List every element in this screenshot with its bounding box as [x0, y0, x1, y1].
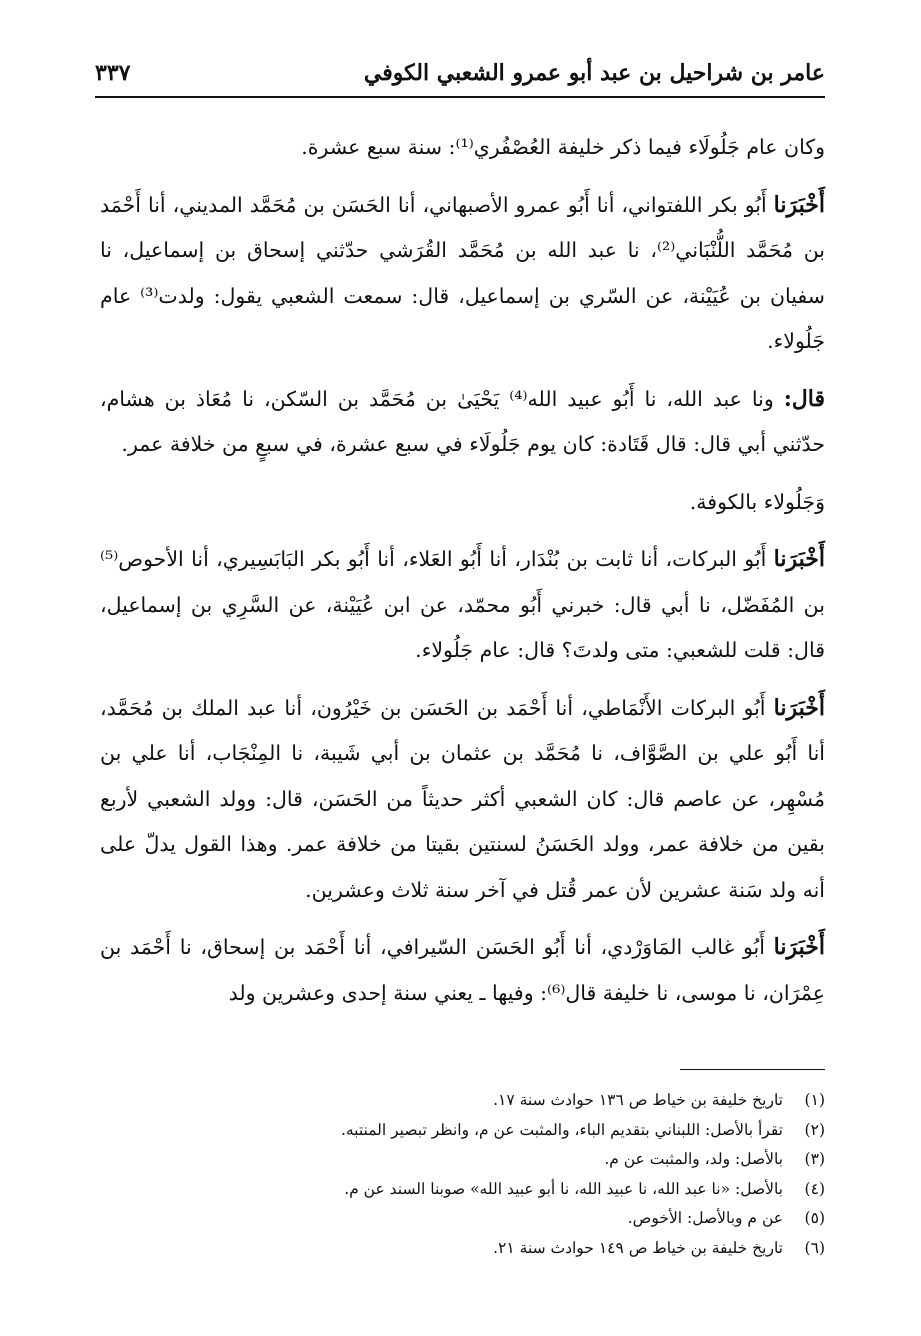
paragraph-lead: قال: — [783, 385, 826, 412]
paragraph — [100, 925, 825, 1016]
footnote-text: بالأصل: «نا عبد الله، نا عبيد الله، نا أبو عبيد الله» صوبنا السند عن م. — [344, 1179, 783, 1198]
paragraph — [100, 686, 825, 914]
footnote — [100, 1175, 825, 1205]
footnote — [100, 1204, 825, 1234]
footnote-text: تاريخ خليفة بن خياط ص ١٤٩ حوادث سنة ٢١. — [493, 1238, 783, 1257]
main-text — [100, 125, 825, 1020]
running-title: عامر بن شراحيل بن عبد أبو عمرو الشعبي الكوفي — [363, 60, 825, 86]
paragraph-lead: أَخْبَرَنا — [773, 694, 825, 721]
footnote-number: (٤) — [804, 1179, 825, 1198]
paragraph-text: ونا عبد الله، نا أَبُو عبيد الله⁽⁴⁾ يَحْيَىٰ بن مُحَمَّد بن السّكن، نا مُعَاذ بن هشام، حدّثني أبي قال: قال قَتَادة: كان يوم جَلُولَاء في سبع عشرة، في سبعٍ من خلافة عمر. — [100, 386, 825, 456]
footnote-text: عن م وبالأصل: الأخوص. — [627, 1209, 783, 1227]
paragraph-text: وَجَلُولاء بالكوفة. — [689, 489, 825, 514]
paragraph-text: أَبُو بكر اللفتواني، أنا أَبُو عمرو الأصبهاني، أنا الحَسَن بن مُحَمَّد المديني، أنا أَحْمَد بن مُحَمَّد اللُّنْبَاني⁽²⁾، نا عبد الله بن مُحَمَّد القُرَشي حدّثني إسحاق بن إسماعيل، نا سفيان بن عُيَيْنة، عن السّري بن إسماعيل، قال: سمعت الشعبي يقول: ولدت⁽³⁾ عام جَلُولاء. — [100, 192, 826, 353]
paragraph-lead: أَخْبَرَنا — [773, 191, 825, 218]
paragraph-lead: أَخْبَرَنا — [773, 546, 825, 572]
footnote-divider — [680, 1069, 825, 1070]
footnote — [100, 1086, 825, 1116]
paragraph-lead: أَخْبَرَنا — [773, 934, 825, 960]
paragraph — [100, 537, 825, 674]
paragraph — [100, 125, 825, 171]
footnote-number: (٦) — [804, 1238, 825, 1257]
paragraph-text: أَبُو البركات، أنا ثابت بن بُنْدَار، أنا أَبُو العَلاء، أنا أَبُو بكر البَابَسِيري، أنا الأحوص⁽⁵⁾ بن المُفَضّل، نا أبي قال: خبرني أَبُو محمّد، عن ابن عُيَيْنة، عن السَّرِي بن إسماعيل، قال: قلت للشعبي: متى ولدتَ؟ قال: عام جَلُولاء. — [100, 547, 825, 662]
footnote-number: (٢) — [804, 1120, 825, 1139]
footnote-number: (١) — [804, 1091, 825, 1109]
footnote — [100, 1145, 825, 1175]
footnote-text: تاريخ خليفة بن خياط ص ١٣٦ حوادث سنة ١٧. — [493, 1091, 783, 1109]
footnote-text: تقرأ بالأصل: اللبناني بتقديم الباء، والمثبت عن م، وانظر تبصير المنتبه. — [340, 1120, 783, 1139]
paragraph — [100, 377, 825, 468]
footnote-text: بالأصل: ولد، والمثبت عن م. — [604, 1150, 783, 1168]
paragraph — [100, 480, 825, 526]
footnote-number: (٣) — [804, 1150, 825, 1168]
footnote — [100, 1116, 825, 1146]
paragraph-text: أَبُو غالب المَاوَرْدي، أنا أَبُو الحَسَن السّيرافي، أنا أَحْمَد بن إسحاق، نا أَحْمَد بن عِمْرَان، نا موسى، نا خليفة قال⁽⁶⁾: وفيها ـ يعني سنة إحدى وعشرين ولد — [100, 935, 825, 1005]
footnote-number: (٥) — [804, 1209, 825, 1227]
paragraph-text: وكان عام جَلُولَاء فيما ذكر خليفة العُصْفُري⁽¹⁾: سنة سبع عشرة. — [301, 135, 825, 159]
paragraph — [100, 183, 825, 365]
footnote — [100, 1234, 825, 1264]
page-number: ٣٣٧ — [95, 60, 131, 86]
running-header — [95, 58, 825, 98]
paragraph-text: أَبُو البركات الأَنْمَاطي، أنا أَحْمَد بن الحَسَن بن خَيْرُون، أنا عبد الملك بن مُحَمَّد، أنا أَبُو علي بن الصَّوَّاف، نا مُحَمَّد بن عثمان بن أبي شَيبة، نا المِنْجَاب، أنا علي بن مُسْهِر، عن عاصم قال: كان الشعبي أكثر حديثاً من الحَسَن، قال: وولد الشعبي لأربع بقين من خلافة عمر، وولد الحَسَنُ لسنتين بقيتا من خلافة عمر. وهذا القول يدلّ على أنه ولد سَنة عشرين لأن عمر قُتل في آخر سنة ثلاث وعشرين. — [100, 695, 825, 902]
footnotes — [100, 1086, 825, 1263]
